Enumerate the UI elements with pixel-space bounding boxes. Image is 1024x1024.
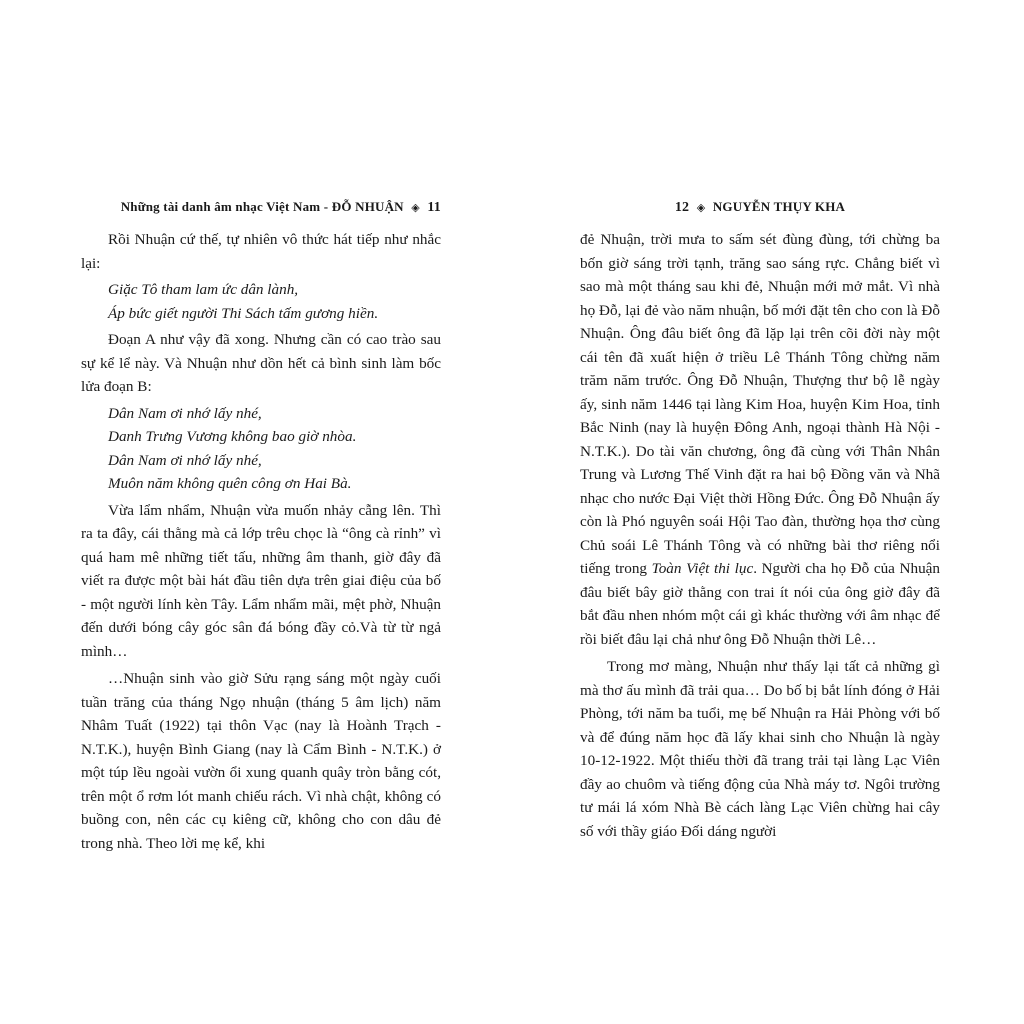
left-body-text xyxy=(81,228,441,855)
verse-line: Danh Trưng Vương không bao giờ nhòa. xyxy=(108,428,357,445)
left-page-number: 11 xyxy=(427,200,441,215)
left-header-diamond-icon: ◈ xyxy=(411,202,420,214)
left-header-title: Những tài danh âm nhạc Việt Nam - ĐỖ NHUẬN xyxy=(120,199,404,214)
paragraph: Đoạn A như vậy đã xong. Nhưng cần có cao trào sau sự kể lể này. Và Nhuận như dồn hết cả bình sinh làm bốc lửa đoạn B: xyxy=(81,331,441,395)
verse-line: Muôn năm không quên công ơn Hai Bà. xyxy=(108,475,352,492)
right-page xyxy=(580,196,940,843)
paragraph: …Nhuận sinh vào giờ Sửu rạng sáng một ngày cuối tuần trăng của tháng Ngọ nhuận (tháng 5 âm lịch) năm Nhâm Tuất (1922) tại thôn Vạc (nay là Hoành Trạch - N.T.K.), huyện Bình Giang (nay là Cẩm Bình - N.T.K.) ở một túp lều ngoài vườn ổi xung quanh quây tròn bằng cót, trên một ổ rơm lót manh chiếu rách. Vì nhà chật, không có buồng con, nên các cụ kiêng cữ, không cho con dâu đẻ trong nhà. Theo lời mẹ kể, khi xyxy=(81,670,441,852)
verse-line: Dân Nam ơi nhớ lấy nhé, xyxy=(108,451,262,469)
left-page xyxy=(81,196,441,855)
right-running-header xyxy=(580,196,940,218)
verse-line: Dân Nam ơi nhớ lấy nhé, xyxy=(108,404,262,422)
right-header-title: NGUYỄN THỤY KHA xyxy=(712,199,846,214)
right-header-diamond-icon: ◈ xyxy=(696,202,706,214)
verse-line: Áp bức giết người Thi Sách tấm gương hiền. xyxy=(108,304,379,322)
paragraph-text: . Người cha họ Đỗ của Nhuận đâu biết bây giờ thằng con trai ít nói của ông giờ đây đã bắt đầu nhen nhóm một cái gì khác thường với âm nhạc để rồi biết đâu lại chả như ông Đỗ Nhuận thời Lê… xyxy=(580,560,941,648)
paragraph xyxy=(580,228,940,651)
verse-line: Giặc Tô tham lam ức dân lành, xyxy=(108,281,299,298)
right-body-text xyxy=(580,228,940,843)
paragraph: Vừa lẩm nhẩm, Nhuận vừa muốn nhảy cẫng lên. Thì ra ta đây, cái thằng mà cả lớp trêu chọc là “ông cà rỉnh” vì quá ham mê những tiết tấu, những âm thanh, giờ đây đã viết ra được một bài hát đầu tiên dựa trên giai điệu của bố - một người lính kèn Tây. Lẩm nhẩm mãi, mệt phờ, Nhuận đến dưới bóng cây góc sân đá bóng đầy cỏ.Và từ từ ngả mình… xyxy=(81,501,441,660)
paragraph: Trong mơ màng, Nhuận như thấy lại tất cả những gì mà thơ ấu mình đã trải qua… Do bố bị bắt lính đóng ở Hải Phòng, tới năm ba tuổi, mẹ bế Nhuận ra Hải Phòng với bố và để đúng năm học đã lấy khai sinh cho Nhuận là ngày 10-12-1922. Một thiếu thời đã trang trải tại làng Lạc Viên đầy ao chuôm và tiếng động của Nhà máy tơ. Ngôi trường tư mái lá xóm Nhà Bè cách làng Lạc Viên chừng hai cây số với thầy giáo Đối dáng người xyxy=(580,658,940,840)
right-page-number: 12 xyxy=(674,200,690,215)
left-running-header xyxy=(81,196,441,218)
book-title: Toàn Việt thi lục xyxy=(651,560,754,577)
paragraph: Rồi Nhuận cứ thế, tự nhiên vô thức hát tiếp như nhắc lại: xyxy=(81,231,441,272)
paragraph-text: đẻ Nhuận, trời mưa to sấm sét đùng đùng, tới chừng ba bốn giờ sáng trời tạnh, trăng sao sáng rực. Chẳng biết vì sao mà một tháng sau khi đẻ, Nhuận mới mở mắt. Vì nhà họ Đỗ, lại đẻ vào năm nhuận, bố mới đặt tên cho con là Đỗ Nhuận. Ông đâu biết ông đã lặp lại trên cõi đời này một cái tên đã xuất hiện ở triều Lê Thánh Tông chừng năm trăm năm trước. Ông Đỗ Nhuận, Thượng thư bộ lễ ngày ấy, sinh năm 1446 tại làng Kim Hoa, huyện Kim Hoa, tỉnh Bắc Ninh (nay là huyện Đông Anh, ngoại thành Hà Nội - N.T.K.). Do tài văn chương, ông đã cùng với Thân Nhân Trung và Lương Thế Vinh đặt ra hai bộ Đồng văn và Nhã nhạc cho nước Đại Việt thời Hồng Đức. Ông Đỗ Nhuận ấy còn là Phó nguyên soái Hội Tao đàn, thường họa thơ cùng Chủ soái Lê Thánh Tông và có những bài thơ riêng nổi tiếng trong xyxy=(580,231,940,577)
